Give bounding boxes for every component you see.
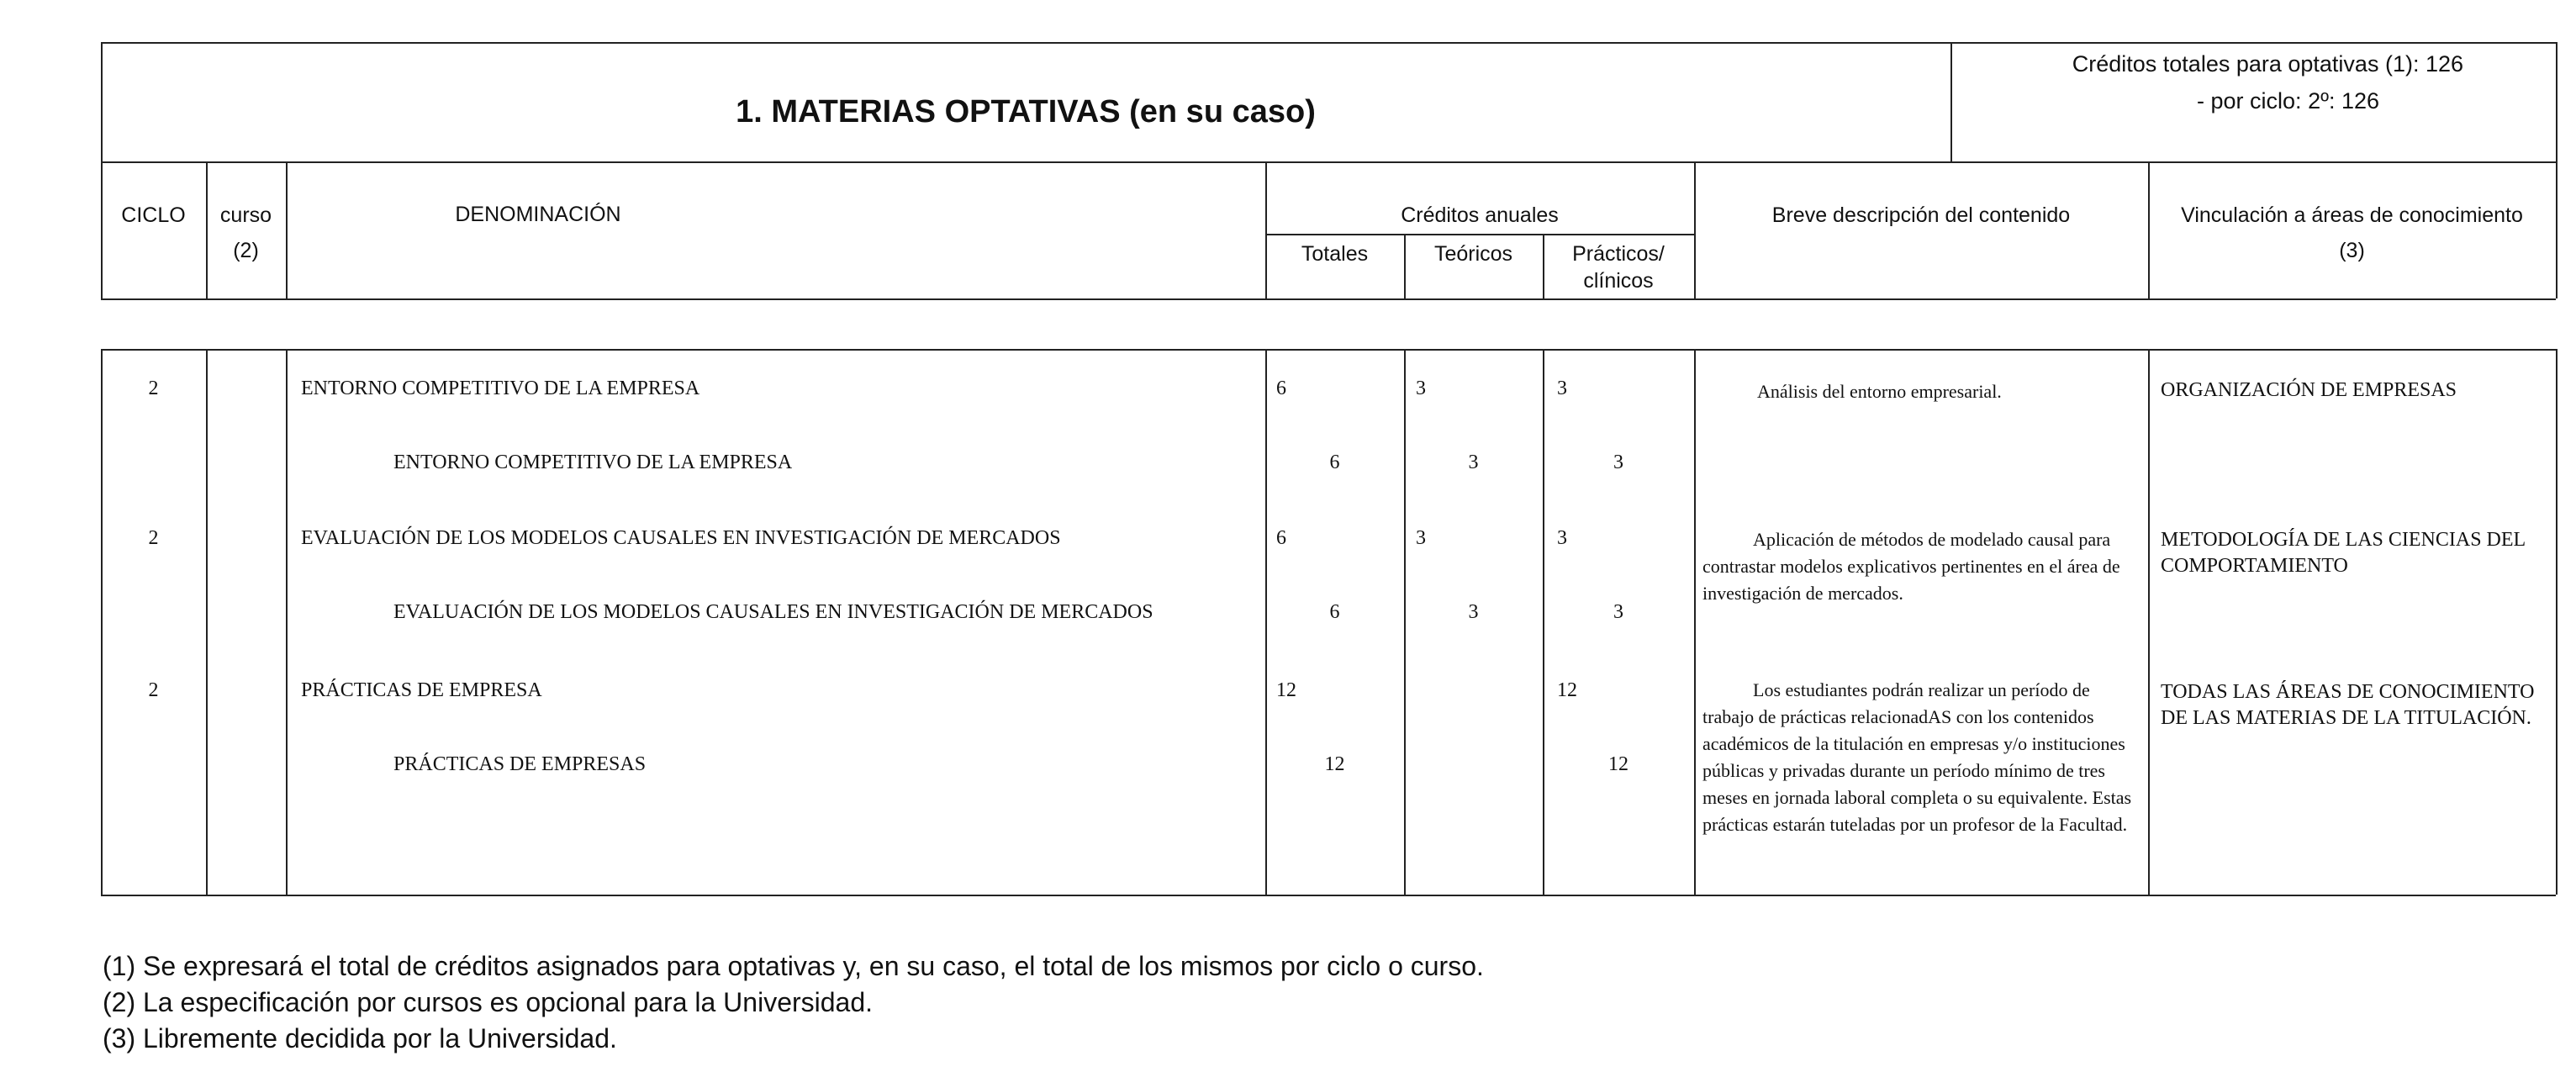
- col-vinculacion: Vinculación a áreas de conocimiento: [2181, 203, 2523, 227]
- row-area: METODOLOGÍA DE LAS CIENCIAS DEL COMPORTAMIENTO: [2161, 529, 2526, 577]
- footnote-1: (1) Se expresará el total de créditos asignados para optativas y, en su caso, el total de los mismos por ciclo o curso.: [103, 951, 1484, 981]
- credits-per-cycle-label: - por ciclo: 2º: 126: [2197, 88, 2379, 114]
- row-teoricos: 3: [1416, 527, 1426, 549]
- row-sub-denominacion: PRÁCTICAS DE EMPRESAS: [393, 753, 647, 775]
- row-teoricos: 3: [1416, 378, 1426, 399]
- col-practicos: Prácticos/: [1572, 242, 1665, 266]
- col-descripcion: Breve descripción del contenido: [1771, 203, 2071, 227]
- row-sub-totales: 6: [1329, 601, 1340, 623]
- row-sub-denominacion: EVALUACIÓN DE LOS MODELOS CAUSALES EN INVESTIGACIÓN DE MERCADOS: [393, 601, 1153, 623]
- row-denominacion: ENTORNO COMPETITIVO DE LA EMPRESA: [301, 378, 700, 399]
- row-totales: 12: [1276, 679, 1296, 701]
- row-sub-practicos: 3: [1613, 452, 1623, 473]
- row-descripcion: Aplicación de métodos de modelado causal para contrastar modelos explicativos pertinentes en el área de investigación de mercados.: [1702, 529, 2120, 604]
- row-sub-denominacion: ENTORNO COMPETITIVO DE LA EMPRESA: [393, 452, 793, 473]
- row-ciclo: 2: [148, 679, 159, 701]
- col-denominacion: DENOMINACIÓN: [455, 203, 621, 226]
- row-denominacion: PRÁCTICAS DE EMPRESA: [301, 679, 542, 701]
- row-totales: 6: [1276, 378, 1286, 399]
- row-sub-totales: 12: [1324, 753, 1345, 775]
- footnote-2: (2) La especificación por cursos es opcional para la Universidad.: [103, 987, 874, 1017]
- page-title: 1. MATERIAS OPTATIVAS (en su caso): [736, 94, 1316, 129]
- col-totales: Totales: [1301, 242, 1369, 266]
- row-sub-teoricos: 3: [1468, 601, 1479, 623]
- row-sub-practicos: 3: [1613, 601, 1623, 623]
- row-ciclo: 2: [148, 527, 159, 549]
- row-practicos: 12: [1557, 679, 1577, 701]
- row-area: TODAS LAS ÁREAS DE CONOCIMIENTO DE LAS MATERIAS DE LA TITULACIÓN.: [2161, 681, 2535, 729]
- row-sub-totales: 6: [1329, 452, 1340, 473]
- row-sub-teoricos: 3: [1468, 452, 1479, 473]
- row-descripcion: Análisis del entorno empresarial.: [1757, 381, 2002, 402]
- col-teoricos: Teóricos: [1433, 242, 1513, 266]
- footnote-3: (3) Libremente decidida por la Universidad.: [103, 1023, 617, 1054]
- row-sub-practicos: 12: [1608, 753, 1628, 775]
- col-practicos-clinicos: clínicos: [1583, 269, 1654, 293]
- row-descripcion: Los estudiantes podrán realizar un período de trabajo de prácticas relacionadAS con los contenidos académicos de la titulación en empresas y/o instituciones públicas y privadas durante un período mínimo de tres meses en jornada laboral completa o su equivalente. Estas prácticas estarán tuteladas por un profesor de la Facultad.: [1702, 679, 2132, 835]
- row-area: ORGANIZACIÓN DE EMPRESAS: [2161, 379, 2457, 401]
- col-ciclo: CICLO: [121, 203, 186, 227]
- row-ciclo: 2: [148, 378, 159, 399]
- row-denominacion: EVALUACIÓN DE LOS MODELOS CAUSALES EN INVESTIGACIÓN DE MERCADOS: [301, 527, 1061, 549]
- col-creditos-anuales: Créditos anuales: [1401, 203, 1559, 227]
- col-vinculacion-note: (3): [2339, 239, 2365, 262]
- row-practicos: 3: [1557, 378, 1567, 399]
- col-curso: curso: [219, 203, 272, 227]
- row-practicos: 3: [1557, 527, 1567, 549]
- total-credits-label: Créditos totales para optativas (1): 126: [2072, 51, 2463, 77]
- col-curso-note: (2): [233, 239, 259, 262]
- row-totales: 6: [1276, 527, 1286, 549]
